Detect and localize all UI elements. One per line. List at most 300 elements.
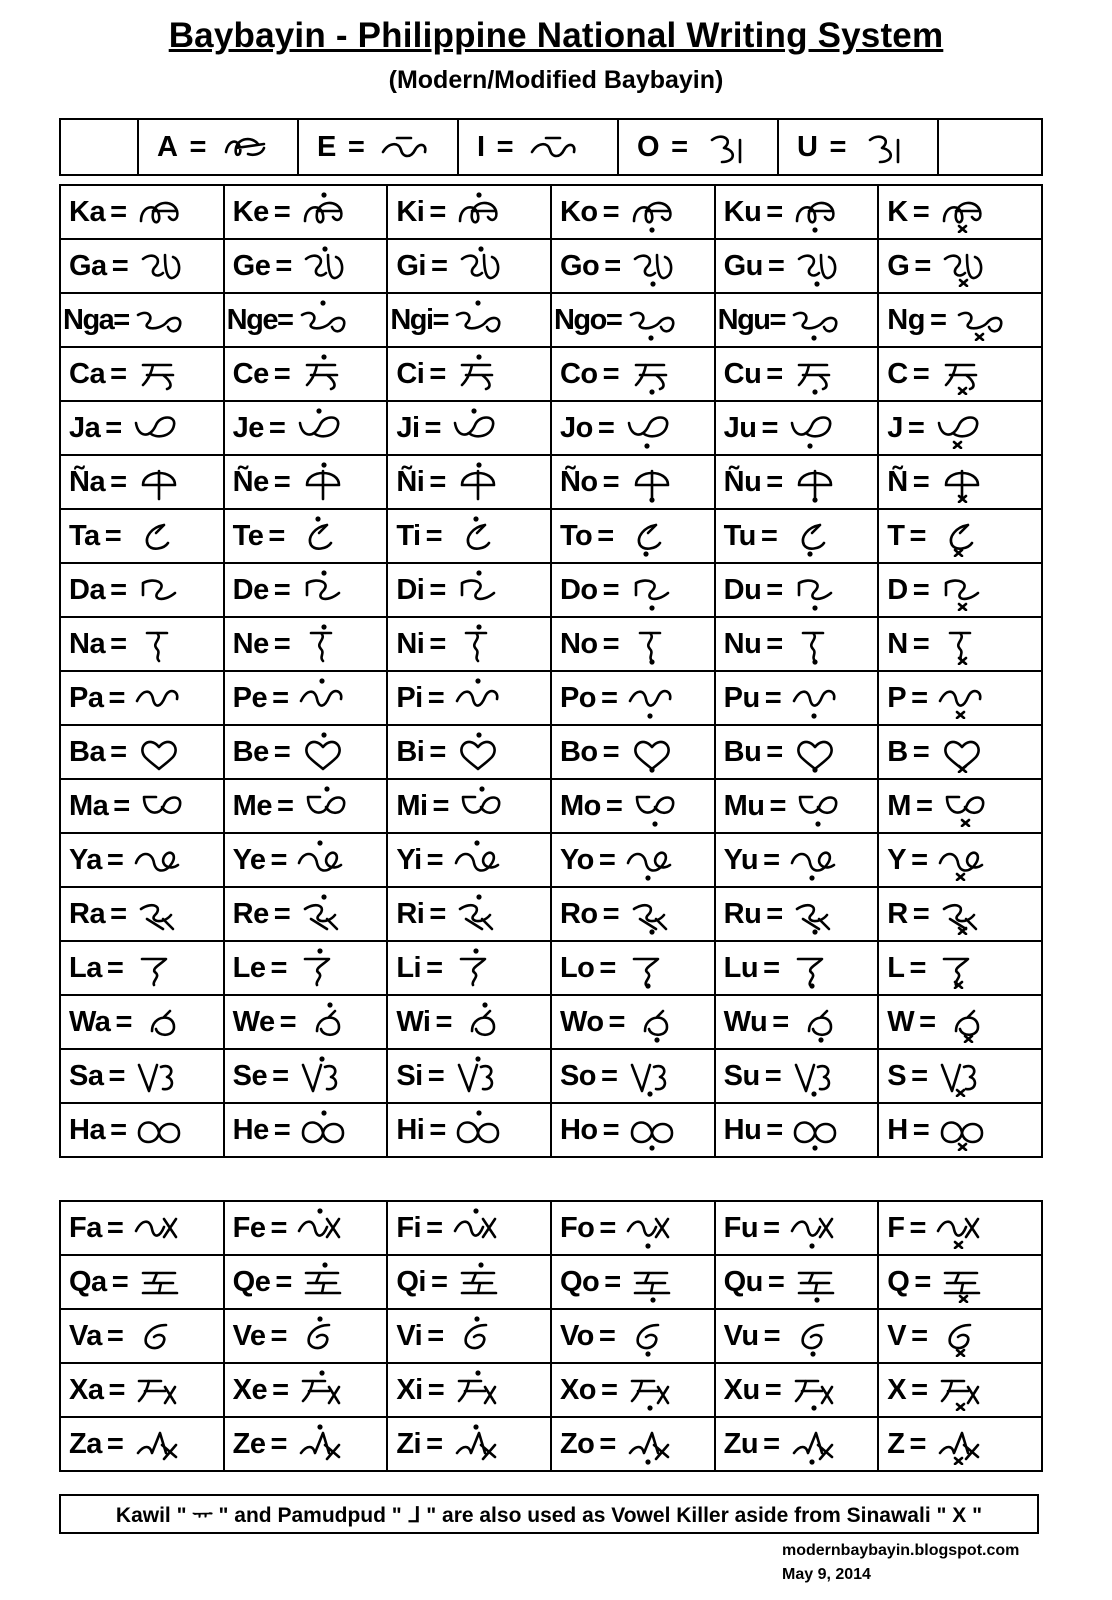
equals-sign: =	[430, 249, 448, 282]
baybayin-fa-glyph	[786, 1207, 842, 1249]
syllable-cell	[878, 239, 1042, 293]
syllable-cell	[224, 1255, 388, 1309]
syllable-label: Vi	[396, 1319, 423, 1352]
equals-sign: =	[760, 519, 778, 552]
syllable-label: Le	[232, 951, 266, 984]
equals-sign: =	[111, 249, 129, 282]
syllable-label: Pe	[232, 681, 268, 714]
syllable-label: Ta	[69, 519, 100, 552]
syllable-cell	[224, 1417, 388, 1471]
equals-sign: =	[915, 789, 933, 822]
syllable-label: Ga	[69, 249, 107, 282]
syllable-label: Pa	[69, 681, 104, 714]
credit-date: May 9, 2014	[782, 1566, 871, 1583]
baybayin-ga-glyph	[791, 245, 847, 287]
syllable-label: Xa	[69, 1373, 104, 1406]
equals-sign: =	[427, 1373, 445, 1406]
baybayin-sa-glyph	[624, 1055, 680, 1097]
equals-sign: =	[106, 843, 124, 876]
baybayin-nga-glyph	[788, 299, 844, 341]
baybayin-na-glyph	[452, 623, 508, 665]
syllable-row	[60, 563, 1042, 617]
syllable-cell	[878, 995, 1042, 1049]
equals-sign: =	[273, 897, 291, 930]
syllable-label: Ro	[559, 897, 598, 930]
vowel-label: U	[797, 130, 818, 163]
baybayin-ra-glyph	[626, 893, 682, 935]
equals-sign: =	[766, 195, 784, 228]
syllable-label: Qu	[723, 1265, 763, 1298]
syllable-label: Na	[69, 627, 106, 660]
syllable-cell	[60, 563, 224, 617]
baybayin-ya-glyph	[293, 839, 349, 881]
syllable-label: R	[887, 897, 908, 930]
syllable-cell	[387, 347, 551, 401]
syllable-cell	[715, 293, 879, 347]
syllable-label: H	[887, 1113, 908, 1146]
equals-sign: =	[767, 1265, 785, 1298]
baybayin-qa-glyph	[791, 1261, 847, 1303]
baybayin-za-glyph	[786, 1423, 842, 1465]
syllable-label: Ng	[887, 303, 925, 336]
baybayin-sa-glyph	[934, 1055, 990, 1097]
syllable-cell	[60, 995, 224, 1049]
equals-sign: =	[602, 1113, 620, 1146]
equals-sign: =	[597, 411, 615, 444]
equals-sign: =	[598, 1319, 616, 1352]
syllable-label: M	[887, 789, 911, 822]
syllable-cell	[387, 293, 551, 347]
baybayin-ba-glyph	[936, 731, 992, 773]
syllable-label: G	[887, 249, 910, 282]
syllable-label: Fa	[69, 1211, 102, 1244]
equals-sign: =	[601, 1373, 618, 1406]
baybayin-ya-glyph	[622, 839, 678, 881]
equals-sign: =	[766, 1113, 784, 1146]
equals-sign: =	[276, 789, 294, 822]
syllable-row	[60, 671, 1042, 725]
baybayin-e-i-glyph	[377, 126, 433, 168]
baybayin-ga-glyph	[454, 245, 510, 287]
syllable-label: Go	[559, 249, 600, 282]
equals-sign: =	[769, 303, 787, 336]
syllable-label: Do	[559, 573, 598, 606]
equals-sign: =	[602, 573, 620, 606]
syllable-cell	[878, 563, 1042, 617]
equals-sign: =	[113, 789, 131, 822]
equals-sign: =	[268, 411, 286, 444]
equals-sign: =	[764, 1059, 782, 1092]
syllable-label: Ti	[396, 519, 421, 552]
baybayin-pa-glyph	[295, 677, 351, 719]
baybayin-ca-glyph	[936, 353, 992, 395]
equals-sign: =	[270, 1427, 288, 1460]
syllable-cell	[878, 779, 1042, 833]
syllable-cell	[387, 833, 551, 887]
equals-sign: =	[909, 1211, 927, 1244]
vowel-row	[60, 119, 1042, 175]
syllable-label: Sa	[69, 1059, 104, 1092]
equals-sign: =	[601, 1059, 618, 1092]
baybayin-ha-glyph	[133, 1109, 189, 1151]
syllable-label: No	[559, 627, 598, 660]
syllable-cell	[878, 1309, 1042, 1363]
syllable-label: He	[232, 1113, 269, 1146]
syllable-cell	[224, 239, 388, 293]
equals-sign: =	[909, 951, 927, 984]
equals-sign: =	[602, 465, 620, 498]
syllable-cell	[878, 941, 1042, 995]
baybayin-ga-glyph	[937, 245, 993, 287]
baybayin-ba-glyph	[626, 731, 682, 773]
syllable-label: Qe	[232, 1265, 271, 1298]
syllable-cell	[715, 995, 879, 1049]
syllable-cell	[878, 1049, 1042, 1103]
baybayin-ka-glyph	[133, 191, 189, 233]
equals-sign: =	[604, 249, 622, 282]
syllable-cell	[60, 941, 224, 995]
baybayin-nya-glyph	[789, 461, 845, 503]
syllable-label: Q	[887, 1265, 910, 1298]
vowel-label: E	[317, 130, 336, 163]
syllable-label: Ci	[396, 357, 425, 390]
baybayin-ma-glyph	[792, 785, 848, 827]
equals-sign: =	[911, 1319, 929, 1352]
vowel-cell	[298, 119, 458, 175]
syllable-cell	[224, 887, 388, 941]
syllable-label: Mu	[723, 789, 765, 822]
equals-sign: =	[108, 681, 126, 714]
syllable-label: Ko	[559, 195, 598, 228]
equals-sign: =	[273, 357, 291, 390]
syllable-cell	[551, 887, 715, 941]
equals-sign: =	[605, 789, 623, 822]
equals-sign: =	[671, 130, 688, 163]
baybayin-wa-glyph	[631, 1001, 687, 1043]
syllable-label: Wi	[396, 1005, 431, 1038]
baybayin-ga-glyph	[298, 245, 354, 287]
syllable-cell	[60, 185, 224, 239]
syllable-label: Ru	[723, 897, 762, 930]
baybayin-qa-glyph	[627, 1261, 683, 1303]
syllable-cell	[715, 239, 879, 293]
syllable-cell	[60, 293, 224, 347]
baybayin-xa-glyph	[934, 1369, 990, 1411]
syllable-row	[60, 725, 1042, 779]
equals-sign: =	[599, 1427, 617, 1460]
baybayin-qa-glyph	[454, 1261, 510, 1303]
syllable-cell	[387, 725, 551, 779]
baybayin-ra-glyph	[133, 893, 189, 935]
syllable-cell	[715, 887, 879, 941]
baybayin-nga-glyph	[451, 299, 507, 341]
equals-sign: =	[111, 1265, 129, 1298]
equals-sign: =	[429, 465, 447, 498]
baybayin-nya-glyph	[936, 461, 992, 503]
baybayin-xa-glyph	[295, 1369, 351, 1411]
syllable-row	[60, 185, 1042, 239]
baybayin-ma-glyph	[939, 785, 995, 827]
equals-sign: =	[110, 735, 128, 768]
equals-sign: =	[912, 1113, 930, 1146]
syllable-cell	[224, 1363, 388, 1417]
equals-sign: =	[912, 897, 930, 930]
syllable-cell	[224, 1049, 388, 1103]
vowel-cell	[618, 119, 778, 175]
baybayin-nga-glyph	[132, 299, 188, 341]
equals-sign: =	[106, 1319, 124, 1352]
equals-sign: =	[104, 519, 122, 552]
syllable-label: Vo	[559, 1319, 594, 1352]
baybayin-sa-glyph	[451, 1055, 507, 1097]
syllable-cell	[715, 1309, 879, 1363]
credit-site: modernbaybayin.blogspot.com	[782, 1542, 1020, 1559]
syllable-cell	[60, 1201, 224, 1255]
syllable-cell	[715, 563, 879, 617]
syllable-cell	[224, 293, 388, 347]
vowel-cell	[778, 119, 938, 175]
syllable-label: Se	[232, 1059, 268, 1092]
syllable-label: Nge	[226, 303, 277, 336]
baybayin-sa-glyph	[788, 1055, 844, 1097]
equals-sign: =	[273, 465, 291, 498]
syllable-label: Ya	[69, 843, 102, 876]
syllable-label: Fe	[232, 1211, 266, 1244]
syllable-label: Ho	[559, 1113, 598, 1146]
baybayin-ja-glyph	[292, 407, 348, 449]
equals-sign: =	[106, 1427, 124, 1460]
baybayin-ja-glyph	[931, 407, 987, 449]
equals-sign: =	[276, 303, 294, 336]
syllable-label: B	[887, 735, 908, 768]
syllable-label: Lo	[559, 951, 595, 984]
syllable-label: Di	[396, 573, 425, 606]
syllable-label: Du	[723, 573, 762, 606]
equals-sign: =	[911, 843, 929, 876]
vowel-row-blank-cell	[938, 119, 1042, 175]
syllable-row	[60, 833, 1042, 887]
equals-sign: =	[110, 465, 128, 498]
equals-sign: =	[912, 627, 930, 660]
equals-sign: =	[272, 681, 290, 714]
syllable-cell	[60, 401, 224, 455]
syllable-label: Su	[723, 1059, 760, 1092]
syllable-label: Jo	[559, 411, 593, 444]
vowel-killer-note: Kawil " ᅲ " and Pamudpud " ᒧ " are also used as Vowel Killer aside from Sinawali " X "	[59, 1494, 1039, 1534]
syllable-cell	[715, 1049, 879, 1103]
syllable-label: Me	[232, 789, 272, 822]
syllable-row	[60, 1309, 1042, 1363]
baybayin-na-glyph	[297, 623, 353, 665]
equals-sign: =	[764, 681, 782, 714]
syllable-cell	[387, 401, 551, 455]
baybayin-da-glyph	[789, 569, 845, 611]
equals-sign: =	[426, 1211, 444, 1244]
equals-sign: =	[602, 357, 620, 390]
syllable-cell	[387, 1417, 551, 1471]
baybayin-va-glyph	[450, 1315, 506, 1357]
baybayin-ra-glyph	[789, 893, 845, 935]
baybayin-sa-glyph	[131, 1055, 187, 1097]
syllable-cell	[551, 1417, 715, 1471]
baybayin-na-glyph	[789, 623, 845, 665]
syllable-cell	[878, 1201, 1042, 1255]
syllable-label: Ja	[69, 411, 101, 444]
equals-sign: =	[273, 627, 291, 660]
syllable-label: L	[887, 951, 905, 984]
syllable-cell	[60, 1255, 224, 1309]
equals-sign: =	[912, 195, 930, 228]
syllable-cell	[387, 1049, 551, 1103]
baybayin-ja-glyph	[128, 407, 184, 449]
syllable-cell	[715, 509, 879, 563]
syllable-row	[60, 455, 1042, 509]
syllable-cell	[60, 725, 224, 779]
syllable-cell	[551, 455, 715, 509]
syllable-cell	[878, 509, 1042, 563]
baybayin-ha-glyph	[789, 1109, 845, 1151]
equals-sign: =	[427, 681, 445, 714]
equals-sign: =	[270, 843, 288, 876]
syllable-cell	[387, 617, 551, 671]
syllable-cell	[60, 887, 224, 941]
baybayin-da-glyph	[626, 569, 682, 611]
syllable-label: Hi	[396, 1113, 425, 1146]
syllable-label: Ri	[396, 897, 425, 930]
baybayin-na-glyph	[133, 623, 189, 665]
syllable-cell	[715, 1201, 879, 1255]
equals-sign: =	[272, 1059, 290, 1092]
syllable-label: Da	[69, 573, 106, 606]
equals-sign: =	[599, 951, 617, 984]
vowel-cell	[138, 119, 298, 175]
baybayin-sa-glyph	[295, 1055, 351, 1097]
baybayin-ta-glyph	[291, 515, 347, 557]
baybayin-da-glyph	[936, 569, 992, 611]
equals-sign: =	[911, 681, 929, 714]
syllable-cell	[224, 779, 388, 833]
baybayin-ba-glyph	[789, 731, 845, 773]
syllable-cell	[551, 617, 715, 671]
baybayin-ca-glyph	[133, 353, 189, 395]
syllable-cell	[387, 1255, 551, 1309]
page-subtitle: (Modern/Modified Baybayin)	[388, 66, 724, 94]
equals-sign: =	[435, 1005, 453, 1038]
syllable-cell	[715, 1255, 879, 1309]
syllable-label: Za	[69, 1427, 102, 1460]
syllable-row	[60, 887, 1042, 941]
equals-sign: =	[763, 1319, 781, 1352]
consonant-table	[59, 184, 1043, 1158]
baybayin-wa-glyph	[458, 1001, 514, 1043]
syllable-cell	[551, 563, 715, 617]
baybayin-pa-glyph	[624, 677, 680, 719]
syllable-label: Zi	[396, 1427, 422, 1460]
syllable-label: Pu	[723, 681, 760, 714]
baybayin-va-glyph	[130, 1315, 186, 1357]
syllable-cell	[551, 401, 715, 455]
foreign-letter-table	[59, 1200, 1043, 1472]
baybayin-ba-glyph	[133, 731, 189, 773]
syllable-cell	[224, 185, 388, 239]
syllable-cell	[224, 563, 388, 617]
baybayin-ca-glyph	[452, 353, 508, 395]
syllable-label: S	[887, 1059, 907, 1092]
syllable-cell	[551, 239, 715, 293]
baybayin-nga-glyph	[625, 299, 681, 341]
syllable-label: Co	[559, 357, 598, 390]
syllable-label: We	[232, 1005, 275, 1038]
baybayin-wa-glyph	[942, 1001, 998, 1043]
equals-sign: =	[273, 735, 291, 768]
syllable-label: Xo	[559, 1373, 597, 1406]
baybayin-e-i-glyph	[526, 126, 582, 168]
syllable-cell	[60, 1103, 224, 1157]
syllable-cell	[60, 239, 224, 293]
syllable-cell	[224, 941, 388, 995]
syllable-cell	[387, 779, 551, 833]
syllable-label: Ñe	[232, 465, 269, 498]
syllable-cell	[224, 617, 388, 671]
syllable-label: Qo	[559, 1265, 600, 1298]
baybayin-na-glyph	[626, 623, 682, 665]
equals-sign: =	[919, 1005, 937, 1038]
syllable-label: Yi	[396, 843, 422, 876]
baybayin-va-glyph	[934, 1315, 990, 1357]
baybayin-ba-glyph	[452, 731, 508, 773]
equals-sign: =	[110, 357, 128, 390]
syllable-row	[60, 401, 1042, 455]
syllable-cell	[878, 725, 1042, 779]
syllable-cell	[60, 1363, 224, 1417]
baybayin-da-glyph	[297, 569, 353, 611]
baybayin-qa-glyph	[135, 1261, 191, 1303]
baybayin-ma-glyph	[300, 785, 356, 827]
baybayin-o-u-glyph	[700, 126, 756, 168]
syllable-label: Tu	[723, 519, 756, 552]
equals-sign: =	[426, 843, 444, 876]
syllable-cell	[551, 1309, 715, 1363]
syllable-label: Lu	[723, 951, 759, 984]
syllable-label: V	[887, 1319, 907, 1352]
syllable-label: Mo	[559, 789, 601, 822]
syllable-cell	[551, 1103, 715, 1157]
syllable-label: Bi	[396, 735, 425, 768]
syllable-label: Be	[232, 735, 269, 768]
equals-sign: =	[429, 573, 447, 606]
vowel-table	[59, 118, 1043, 176]
baybayin-ka-glyph	[936, 191, 992, 233]
syllable-row	[60, 1417, 1042, 1471]
baybayin-ka-glyph	[297, 191, 353, 233]
syllable-cell	[878, 671, 1042, 725]
syllable-label: Li	[396, 951, 422, 984]
baybayin-nga-glyph	[953, 299, 1009, 341]
equals-sign: =	[272, 1373, 290, 1406]
syllable-cell	[715, 941, 879, 995]
syllable-cell	[387, 671, 551, 725]
equals-sign: =	[110, 897, 128, 930]
baybayin-a-glyph	[218, 126, 274, 168]
syllable-cell	[878, 833, 1042, 887]
baybayin-fa-glyph	[293, 1207, 349, 1249]
equals-sign: =	[598, 843, 616, 876]
equals-sign: =	[429, 357, 447, 390]
equals-sign: =	[432, 303, 450, 336]
syllable-label: Ce	[232, 357, 269, 390]
syllable-cell	[551, 509, 715, 563]
baybayin-da-glyph	[452, 569, 508, 611]
